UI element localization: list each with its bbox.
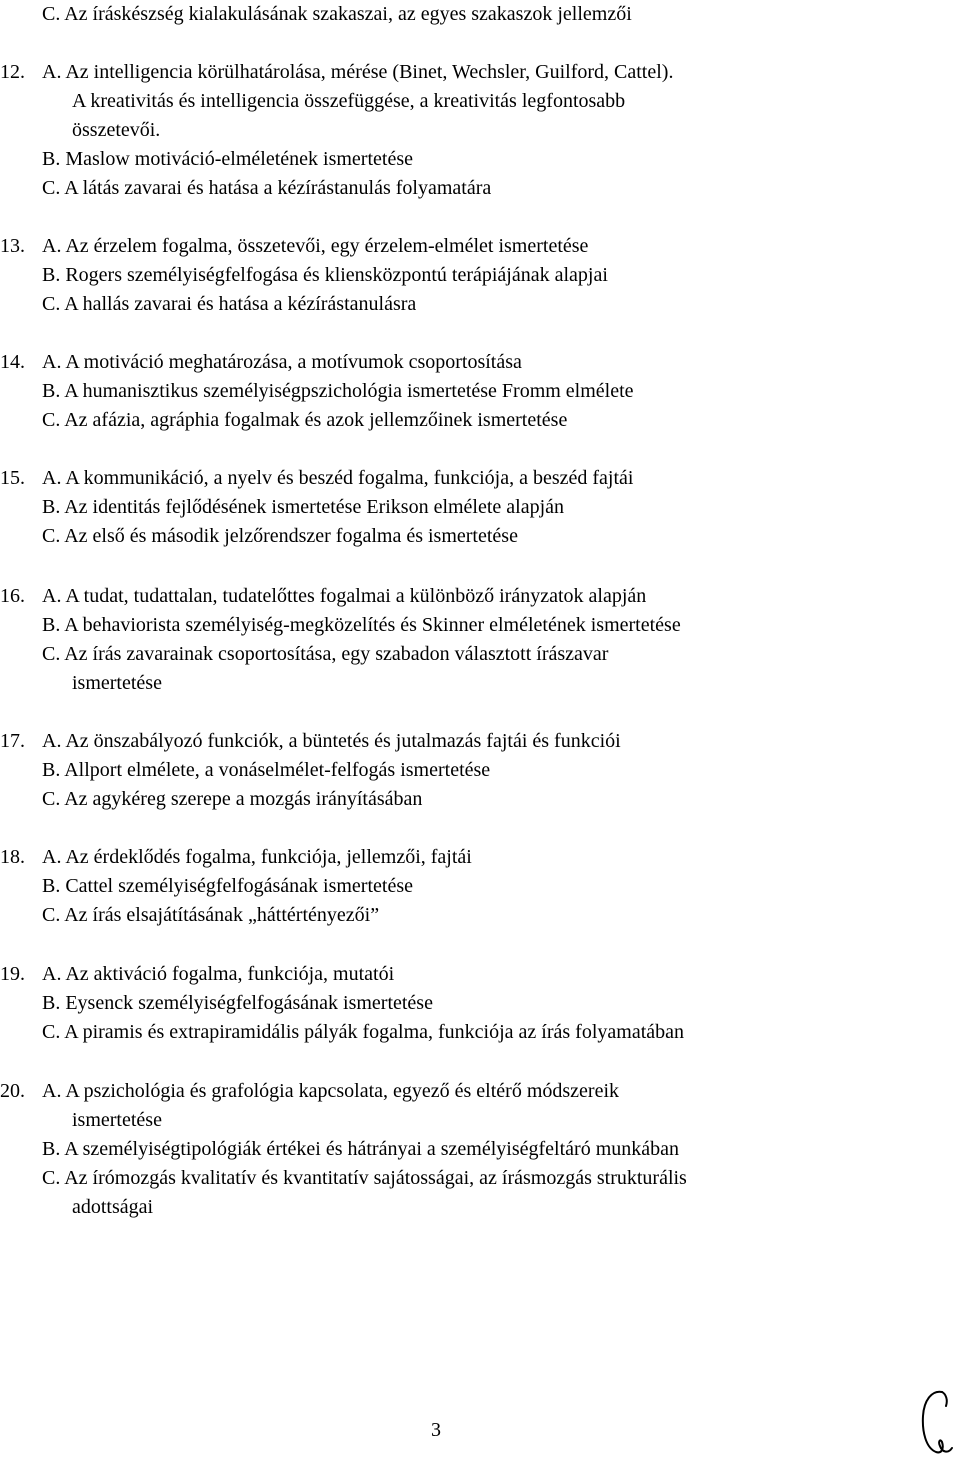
item-19-a: A. Az aktiváció fogalma, funkciója, mutatói [42,963,395,985]
item-17-a: A. Az önszabályozó funkciók, a büntetés és jutalmazás fajtái és funkciói [42,730,621,752]
item-20-b: B. A személyiségtipológiák értékei és hátrányai a személyiségfeltáró munkában [42,1138,680,1160]
item-17-number: 17. [0,730,25,752]
item-18-b: B. Cattel személyiségfelfogásának ismertetése [42,875,413,897]
handwritten-initial-signature [918,1386,958,1458]
item-12-b: B. Maslow motiváció-elméletének ismertetése [42,148,413,170]
item-13-b: B. Rogers személyiségfelfogása és kliensközpontú terápiájának alapjai [42,264,608,286]
item-19-number: 19. [0,963,25,985]
item-20-number: 20. [0,1080,25,1102]
item-15-number: 15. [0,467,25,489]
item-12-c: C. A látás zavarai és hatása a kézírástanulás folyamatára [42,177,492,199]
item-14-c: C. Az afázia, agráphia fogalmak és azok jellemzőinek ismertetése [42,409,568,431]
item-14-b: B. A humanisztikus személyiségpszichológia ismertetése Fromm elmélete [42,380,634,402]
item-19-b: B. Eysenck személyiségfelfogásának ismertetése [42,992,433,1014]
item-16-c: C. Az írás zavarainak csoportosítása, egy szabadon választott írászavar [42,643,609,665]
item-16-number: 16. [0,585,25,607]
page-number: 3 [431,1419,441,1441]
item-18-number: 18. [0,846,25,868]
item-11-c: C. Az íráskészség kialakulásának szakaszai, az egyes szakaszok jellemzői [42,3,632,25]
item-14-number: 14. [0,351,25,373]
item-15-b: B. Az identitás fejlődésének ismertetése Erikson elmélete alapján [42,496,565,518]
item-18-c: C. Az írás elsajátításának „háttértényezői” [42,904,380,926]
item-12-number: 12. [0,61,25,83]
item-16-c-cont: ismertetése [72,672,162,694]
item-20-a-cont: ismertetése [72,1109,162,1131]
item-14-a: A. A motiváció meghatározása, a motívumok csoportosítása [42,351,522,373]
item-15-a: A. A kommunikáció, a nyelv és beszéd fogalma, funkciója, a beszéd fajtái [42,467,634,489]
item-16-b: B. A behaviorista személyiség-megközelítés és Skinner elméletének ismertetése [42,614,681,636]
item-13-number: 13. [0,235,25,257]
item-18-a: A. Az érdeklődés fogalma, funkciója, jellemzői, fajtái [42,846,472,868]
item-20-a: A. A pszichológia és grafológia kapcsolata, egyező és eltérő módszereik [42,1080,620,1102]
item-13-a: A. Az érzelem fogalma, összetevői, egy érzelem-elmélet ismertetése [42,235,589,257]
item-12-a: A. Az intelligencia körülhatárolása, mérése (Binet, Wechsler, Guilford, Cattel). [42,61,674,83]
item-20-c: C. Az írómozgás kvalitatív és kvantitatív sajátosságai, az írásmozgás strukturális [42,1167,687,1189]
item-13-c: C. A hallás zavarai és hatása a kézírástanulásra [42,293,417,315]
item-19-c: C. A piramis és extrapiramidális pályák fogalma, funkciója az írás folyamatában [42,1021,685,1043]
item-17-b: B. Allport elmélete, a vonáselmélet-felfogás ismertetése [42,759,491,781]
item-16-a: A. A tudat, tudattalan, tudatelőttes fogalmai a különböző irányzatok alapján [42,585,647,607]
item-20-c-cont: adottságai [72,1196,154,1218]
item-12-a-cont-1: A kreativitás és intelligencia összefüggése, a kreativitás legfontosabb [72,90,626,112]
item-12-a-cont-2: összetevői. [72,119,161,141]
item-15-c: C. Az első és második jelzőrendszer fogalma és ismertetése [42,525,518,547]
item-17-c: C. Az agykéreg szerepe a mozgás irányításában [42,788,423,810]
